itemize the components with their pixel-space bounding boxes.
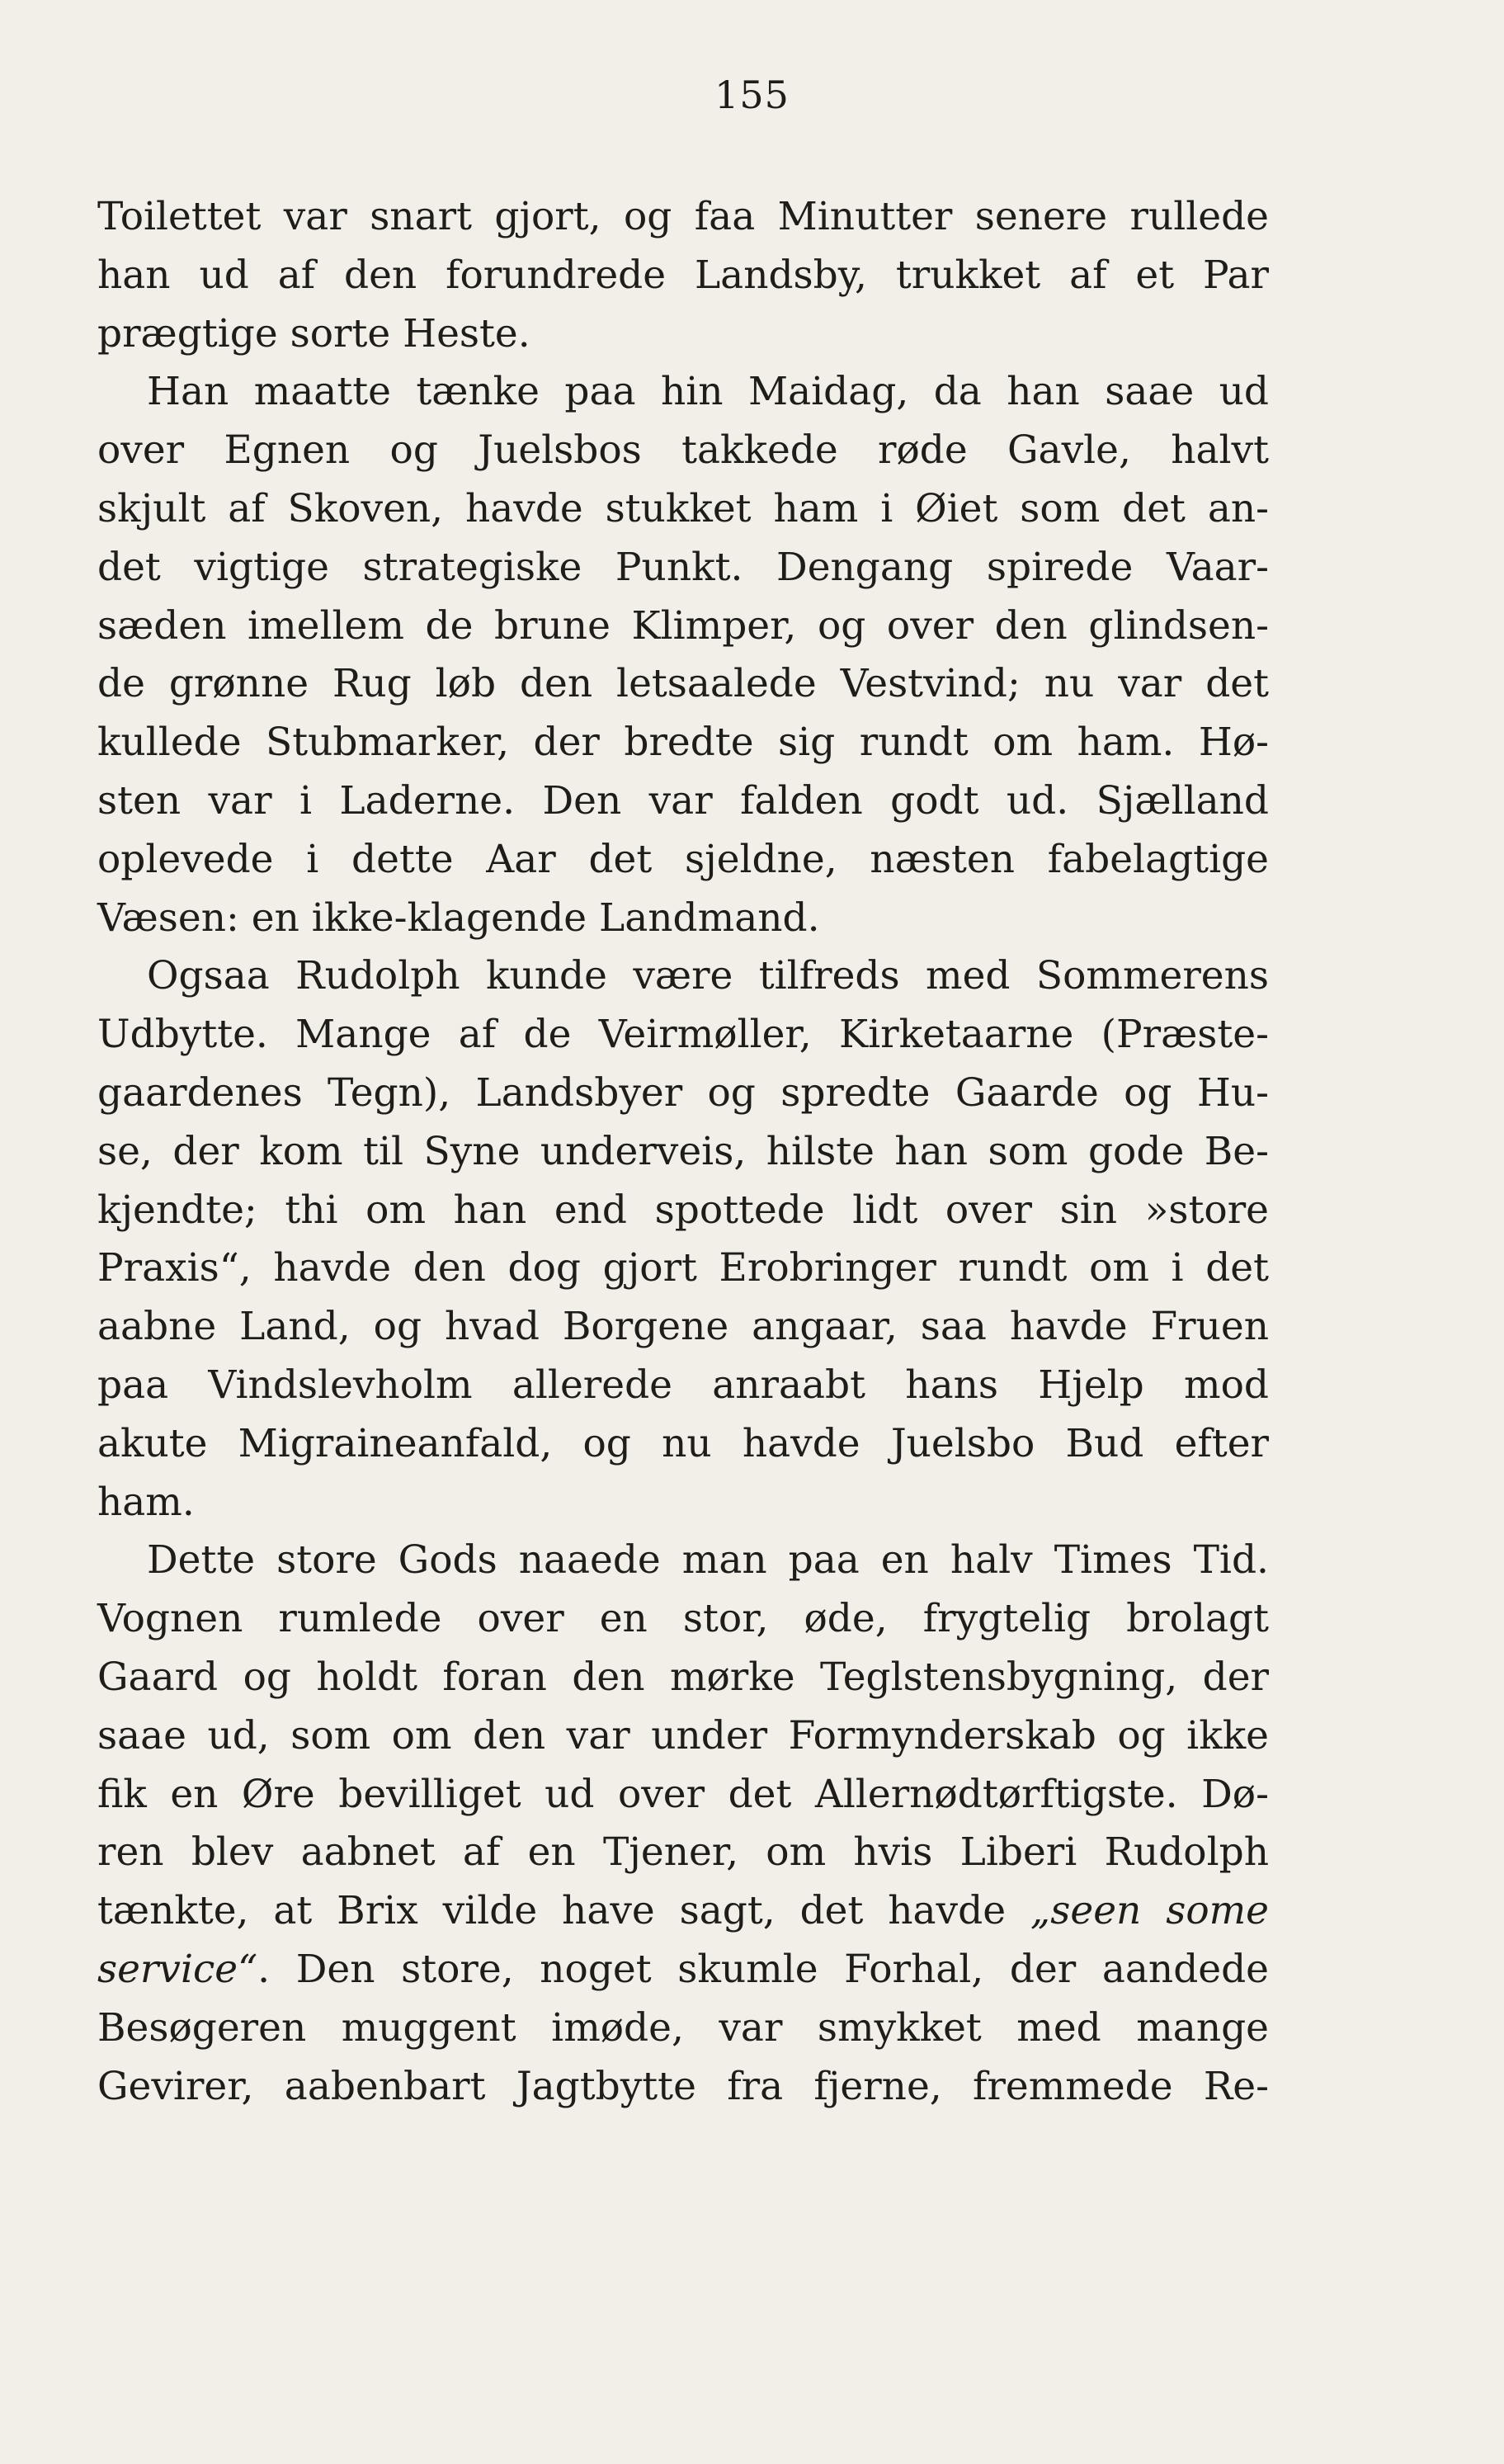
- line-text: sæden imellem de brune Klimper, og over den glindsen-: [97, 602, 1269, 649]
- line-text: Besøgeren muggent imøde, var smykket med mange: [97, 2004, 1269, 2051]
- line-text: saae ud, som om den var under Formynderskab og ikke: [97, 1712, 1269, 1758]
- line-text: de grønne Rug løb den letsaalede Vestvind; nu var det: [97, 661, 1269, 707]
- text-line: [97, 1474, 1269, 1532]
- line-text: Praxis“, havde den dog gjort Erobringer rundt om i det: [97, 1245, 1269, 1291]
- text-line: [97, 1532, 1269, 1590]
- text-line: [97, 1999, 1269, 2058]
- line-text: det vigtige strategiske Punkt. Dengang spirede Vaar-: [97, 544, 1269, 590]
- line-text: fik en Øre bevilliget ud over det Allernødtørftigste. Dø-: [97, 1771, 1269, 1817]
- line-text: ham.: [97, 1479, 195, 1525]
- text-line: [97, 1766, 1269, 1824]
- line-text: prægtige sorte Heste.: [97, 310, 530, 356]
- text-line: [97, 1123, 1269, 1182]
- italic-phrase: „seen some: [1030, 1888, 1269, 1934]
- text-line: [97, 1182, 1269, 1240]
- text-line: [97, 422, 1269, 480]
- text-line: [97, 890, 1269, 948]
- line-text: akute Migraineanfald, og nu havde Juelsbo Bud efter: [97, 1420, 1269, 1466]
- text-line: [97, 1590, 1269, 1649]
- text-line: [97, 1064, 1269, 1123]
- line-text: kullede Stubmarker, der bredte sig rundt om ham. Hø-: [97, 720, 1269, 766]
- text-line: [97, 247, 1269, 305]
- line-text: over Egnen og Juelsbos takkede røde Gavle, halvt: [97, 427, 1269, 474]
- italic-phrase: service“: [97, 1946, 258, 1992]
- body-text: [97, 188, 1269, 2116]
- line-text: se, der kom til Syne underveis, hilste han som gode Be-: [97, 1128, 1269, 1174]
- line-text: han ud af den forundrede Landsby, trukket af et Par: [97, 252, 1269, 298]
- text-line: [97, 1006, 1269, 1064]
- line-text: Vognen rumlede over en stor, øde, frygtelig brolagt: [97, 1596, 1269, 1642]
- line-text: . Den store, noget skumle Forhal, der aandede: [257, 1946, 1269, 1992]
- text-line: [97, 1707, 1269, 1766]
- line-text: oplevede i dette Aar det sjeldne, næsten fabelagtige: [97, 836, 1269, 882]
- text-line: [97, 1239, 1269, 1298]
- line-text: paa Vindslevholm allerede anraabt hans Hjelp mod: [97, 1362, 1269, 1408]
- line-text: Toilettet var snart gjort, og faa Minutter senere rullede: [97, 194, 1269, 239]
- text-line: [97, 1357, 1269, 1415]
- line-text: kjendte; thi om han end spottede lidt over sin »store: [97, 1187, 1269, 1233]
- text-line: [97, 539, 1269, 597]
- line-text: Ogsaa Rudolph kunde være tilfreds med Sommerens: [147, 953, 1269, 999]
- line-text: aabne Land, og hvad Borgene angaar, saa havde Fruen: [97, 1304, 1269, 1350]
- text-line: [97, 363, 1269, 422]
- text-line: [97, 772, 1269, 831]
- line-text: Gaard og holdt foran den mørke Teglstensbygning, der: [97, 1654, 1269, 1700]
- text-line: [97, 714, 1269, 772]
- text-line: [97, 480, 1269, 539]
- page-number: 155: [714, 73, 790, 117]
- text-line: [97, 1824, 1269, 1882]
- text-line: [97, 188, 1269, 247]
- text-line: [97, 1882, 1269, 1941]
- text-line: [97, 831, 1269, 890]
- text-line: [97, 305, 1269, 364]
- line-text: Dette store Gods naaede man paa en halv Times Tid.: [147, 1537, 1269, 1584]
- line-text: tænkte, at Brix vilde have sagt, det havde: [97, 1888, 1030, 1934]
- text-line: [97, 597, 1269, 656]
- line-text: ren blev aabnet af en Tjener, om hvis Liberi Rudolph: [97, 1829, 1269, 1876]
- line-text: Udbytte. Mange af de Veirmøller, Kirketaarne (Præste-: [97, 1012, 1269, 1058]
- text-line: [97, 1298, 1269, 1357]
- line-text: Han maatte tænke paa hin Maidag, da han saae ud: [147, 369, 1269, 415]
- line-text: Gevirer, aabenbart Jagtbytte fra fjerne, fremmede Re-: [97, 2063, 1269, 2109]
- text-line: [97, 1649, 1269, 1707]
- text-line: [97, 947, 1269, 1006]
- text-line: [97, 2058, 1269, 2117]
- text-line: [97, 655, 1269, 714]
- line-text: sten var i Laderne. Den var falden godt ud. Sjælland: [97, 777, 1269, 824]
- line-text: gaardenes Tegn), Landsbyer og spredte Gaarde og Hu-: [97, 1069, 1269, 1116]
- text-line: [97, 1415, 1269, 1474]
- line-text: Væsen: en ikke-klagende Landmand.: [97, 894, 820, 941]
- text-line: [97, 1941, 1269, 1999]
- line-text: skjult af Skoven, havde stukket ham i Øiet som det an-: [97, 485, 1269, 531]
